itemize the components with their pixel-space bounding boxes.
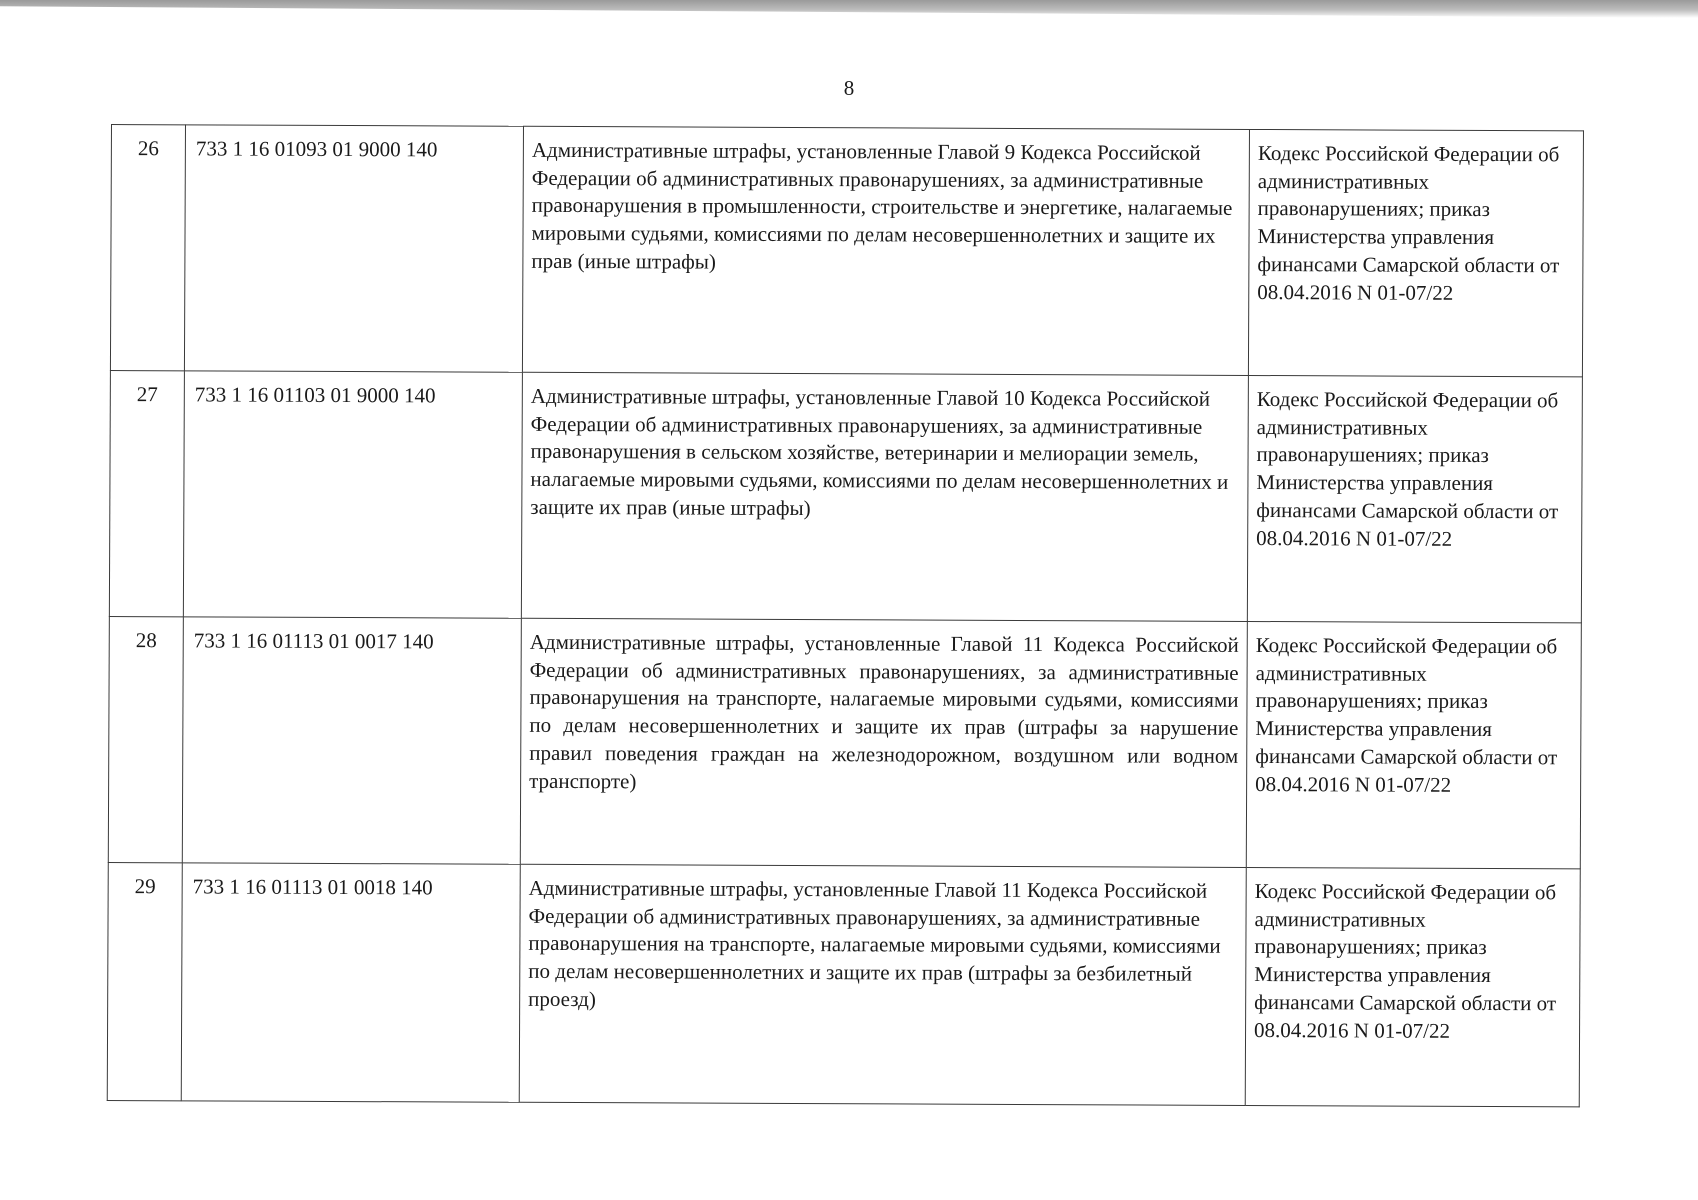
budget-code: 733 1 16 01113 01 0018 140 bbox=[181, 863, 520, 1102]
budget-code: 733 1 16 01113 01 0017 140 bbox=[182, 617, 521, 864]
income-description: Административные штрафы, установленные Главой 11 Кодекса Российской Федерации об административных правонарушениях, за административные правонарушения на транспорте, налагаемые мировыми судьями, комиссиями по делам несовершеннолетних и защите их прав (штрафы за безбилетный проезд) bbox=[519, 864, 1246, 1105]
scan-edge-shadow bbox=[0, 0, 1698, 18]
row-number: 26 bbox=[110, 125, 185, 371]
legal-basis: Кодекс Российской Федерации об административных правонарушениях; приказ Министерства управления финансами Самарской области от 08.04.2016 N 01-07/22 bbox=[1248, 129, 1583, 376]
row-number: 29 bbox=[107, 862, 182, 1100]
page-number: 8 bbox=[843, 76, 855, 100]
legal-basis: Кодекс Российской Федерации об административных правонарушениях; приказ Министерства управления финансами Самарской области от 08.04.2016 N 01-07/22 bbox=[1247, 375, 1582, 622]
table-row bbox=[108, 616, 1581, 868]
budget-code: 733 1 16 01103 01 9000 140 bbox=[183, 371, 522, 618]
table-row bbox=[110, 125, 1583, 377]
table-row bbox=[109, 370, 1582, 622]
legal-basis: Кодекс Российской Федерации об административных правонарушениях; приказ Министерства управления финансами Самарской области от 08.04.2016 N 01-07/22 bbox=[1246, 621, 1581, 868]
legal-basis: Кодекс Российской Федерации об административных правонарушениях; приказ Министерства управления финансами Самарской области от 08.04.2016 N 01-07/22 bbox=[1245, 867, 1580, 1106]
income-description: Административные штрафы, установленные Главой 9 Кодекса Российской Федерации об административных правонарушениях, за административные правонарушения в промышленности, строительстве и энергетике, налагаемые мировыми судьями, комиссиями по делам несовершеннолетних и защите их прав (иные штрафы) bbox=[522, 126, 1249, 375]
row-number: 28 bbox=[108, 616, 183, 862]
budget-code: 733 1 16 01093 01 9000 140 bbox=[184, 125, 523, 372]
row-number: 27 bbox=[109, 370, 184, 616]
fines-table bbox=[107, 124, 1584, 1107]
table-row bbox=[107, 862, 1580, 1106]
income-description: Административные штрафы, установленные Главой 11 Кодекса Российской Федерации об административных правонарушениях, за административные правонарушения на транспорте, налагаемые мировыми судьями, комиссиями по делам несовершеннолетних и защите их прав (штрафы за нарушение правил поведения граждан на железнодорожном, воздушном или водном транспорте) bbox=[520, 618, 1247, 867]
income-description: Административные штрафы, установленные Главой 10 Кодекса Российской Федерации об административных правонарушениях, за административные правонарушения в сельском хозяйстве, ветеринарии и мелиорации земель, налагаемые мировыми судьями, комиссиями по делам несовершеннолетних и защите их прав (иные штрафы) bbox=[521, 372, 1248, 621]
